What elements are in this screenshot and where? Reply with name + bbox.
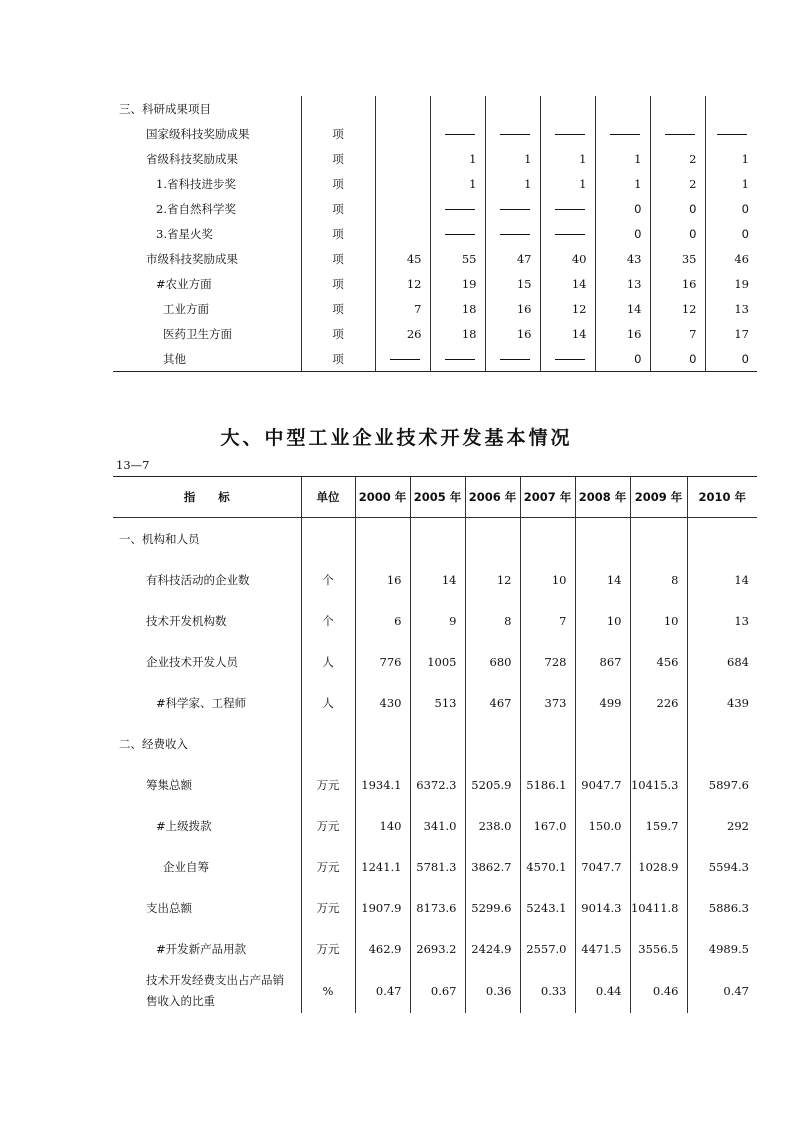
value-cell: 159.7: [630, 805, 687, 846]
value-cell: [410, 518, 465, 560]
value-cell: 238.0: [465, 805, 520, 846]
value-cell: 1934.1: [355, 764, 410, 805]
value-cell: 7047.7: [575, 846, 630, 887]
value-cell: 1: [540, 171, 595, 196]
dash-mark: [500, 234, 530, 235]
awards-table-body: [113, 96, 757, 372]
dash-cell: [430, 221, 485, 246]
row-unit: 万元: [301, 887, 355, 928]
value-cell: 4471.5: [575, 928, 630, 969]
dash-cell: [540, 121, 595, 146]
value-cell: 4570.1: [520, 846, 575, 887]
value-cell: [575, 518, 630, 560]
dash-mark: [500, 359, 530, 360]
value-cell: 5781.3: [410, 846, 465, 887]
dash-mark: [500, 209, 530, 210]
value-cell: [430, 96, 485, 121]
row-unit: 个: [301, 600, 355, 641]
value-cell: 7: [520, 600, 575, 641]
value-cell: 5186.1: [520, 764, 575, 805]
row-unit: 项: [301, 146, 375, 171]
row-label: 2.省自然科学奖: [156, 201, 236, 216]
dash-mark: [445, 359, 475, 360]
row-unit: 项: [301, 296, 375, 321]
value-cell: 0: [705, 221, 757, 246]
value-cell: 1: [540, 146, 595, 171]
value-cell: [687, 723, 757, 764]
row-label: 国家级科技奖励成果: [146, 126, 250, 141]
dash-cell: [485, 221, 540, 246]
value-cell: 2: [650, 171, 705, 196]
value-cell: 1: [705, 171, 757, 196]
row-label: 企业自筹: [163, 859, 209, 874]
awards-table: [113, 96, 757, 372]
tech-development-table-body: [113, 518, 757, 1014]
value-cell: 4989.5: [687, 928, 757, 969]
dash-cell: [540, 221, 595, 246]
tech-development-table: [113, 476, 757, 1013]
value-cell: 1907.9: [355, 887, 410, 928]
value-cell: 45: [375, 246, 430, 271]
value-cell: [375, 221, 430, 246]
value-cell: 18: [430, 321, 485, 346]
value-cell: 14: [687, 559, 757, 600]
value-cell: 16: [595, 321, 650, 346]
header-year: 2000 年: [355, 477, 410, 518]
row-label: 工业方面: [163, 301, 209, 316]
value-cell: 226: [630, 682, 687, 723]
value-cell: 0.47: [355, 969, 410, 1013]
value-cell: 46: [705, 246, 757, 271]
value-cell: 140: [355, 805, 410, 846]
row-unit: 万元: [301, 928, 355, 969]
value-cell: 13: [687, 600, 757, 641]
table-row: [113, 121, 757, 146]
value-cell: 19: [430, 271, 485, 296]
table-row: [113, 805, 757, 846]
value-cell: 14: [575, 559, 630, 600]
row-label: 有科技活动的企业数: [146, 572, 250, 587]
table-row: [113, 221, 757, 246]
value-cell: [630, 723, 687, 764]
dash-mark: [555, 134, 585, 135]
value-cell: [520, 723, 575, 764]
value-cell: 167.0: [520, 805, 575, 846]
table-row: [113, 246, 757, 271]
table-row: [113, 321, 757, 346]
value-cell: 14: [540, 321, 595, 346]
value-cell: 10: [520, 559, 575, 600]
value-cell: 0.67: [410, 969, 465, 1013]
dash-mark: [555, 359, 585, 360]
header-year: 2005 年: [410, 477, 465, 518]
table-row: [113, 887, 757, 928]
value-cell: 5594.3: [687, 846, 757, 887]
table-row: [113, 969, 757, 1013]
value-cell: 16: [485, 296, 540, 321]
row-label: 省级科技奖励成果: [146, 151, 238, 166]
row-label: 一、机构和人员: [119, 531, 200, 546]
value-cell: [410, 723, 465, 764]
row-label: 三、科研成果项目: [119, 101, 211, 116]
row-unit: [301, 96, 375, 121]
table-header-row: [113, 477, 757, 518]
value-cell: 5299.6: [465, 887, 520, 928]
header-year: 2008 年: [575, 477, 630, 518]
value-cell: 14: [540, 271, 595, 296]
value-cell: 47: [485, 246, 540, 271]
value-cell: 680: [465, 641, 520, 682]
value-cell: [465, 518, 520, 560]
value-cell: 150.0: [575, 805, 630, 846]
value-cell: 35: [650, 246, 705, 271]
value-cell: 10: [630, 600, 687, 641]
row-unit: 项: [301, 271, 375, 296]
row-unit: 项: [301, 196, 375, 221]
value-cell: 16: [650, 271, 705, 296]
row-label: 筹集总额: [146, 777, 192, 792]
value-cell: [687, 518, 757, 560]
row-label: 1.省科技进步奖: [156, 176, 236, 191]
dash-mark: [555, 234, 585, 235]
dash-cell: [375, 346, 430, 372]
dash-mark: [555, 209, 585, 210]
value-cell: 467: [465, 682, 520, 723]
dash-mark: [610, 134, 640, 135]
value-cell: 1: [485, 171, 540, 196]
row-label: #科学家、工程师: [156, 695, 247, 710]
section-title: 大、中型工业企业技术开发基本情况: [220, 427, 573, 449]
value-cell: 0: [595, 346, 650, 372]
value-cell: 18: [430, 296, 485, 321]
value-cell: 292: [687, 805, 757, 846]
value-cell: 373: [520, 682, 575, 723]
value-cell: 0: [705, 196, 757, 221]
value-cell: 40: [540, 246, 595, 271]
table-row: [113, 559, 757, 600]
header-unit: 单位: [301, 477, 355, 518]
value-cell: 14: [595, 296, 650, 321]
value-cell: [485, 96, 540, 121]
value-cell: 12: [465, 559, 520, 600]
row-label: #上级拨款: [156, 818, 212, 833]
dash-cell: [705, 121, 757, 146]
value-cell: 513: [410, 682, 465, 723]
value-cell: 439: [687, 682, 757, 723]
value-cell: 462.9: [355, 928, 410, 969]
value-cell: 26: [375, 321, 430, 346]
value-cell: 1: [595, 146, 650, 171]
row-unit: [301, 518, 355, 560]
value-cell: 1028.9: [630, 846, 687, 887]
value-cell: 10411.8: [630, 887, 687, 928]
row-label: 医药卫生方面: [163, 326, 232, 341]
dash-cell: [650, 121, 705, 146]
dash-cell: [485, 121, 540, 146]
row-unit: 万元: [301, 805, 355, 846]
header-year: 2009 年: [630, 477, 687, 518]
row-unit: 万元: [301, 764, 355, 805]
table-row: [113, 518, 757, 560]
value-cell: 5886.3: [687, 887, 757, 928]
value-cell: 728: [520, 641, 575, 682]
row-label: 支出总额: [146, 900, 192, 915]
value-cell: [595, 96, 650, 121]
value-cell: 9047.7: [575, 764, 630, 805]
value-cell: 1241.1: [355, 846, 410, 887]
value-cell: 8: [465, 600, 520, 641]
value-cell: 2424.9: [465, 928, 520, 969]
row-unit: 项: [301, 346, 375, 372]
row-unit: 项: [301, 246, 375, 271]
value-cell: 7: [375, 296, 430, 321]
table-row: [113, 600, 757, 641]
value-cell: 12: [650, 296, 705, 321]
value-cell: 13: [705, 296, 757, 321]
value-cell: 867: [575, 641, 630, 682]
dash-cell: [540, 346, 595, 372]
value-cell: 1: [705, 146, 757, 171]
table-row: [113, 196, 757, 221]
row-label: 二、经费收入: [119, 736, 188, 751]
row-unit: 项: [301, 321, 375, 346]
dash-cell: [430, 121, 485, 146]
header-year: 2006 年: [465, 477, 520, 518]
value-cell: 0: [595, 221, 650, 246]
dash-cell: [430, 346, 485, 372]
value-cell: [520, 518, 575, 560]
value-cell: 456: [630, 641, 687, 682]
dash-mark: [445, 234, 475, 235]
value-cell: 0: [650, 346, 705, 372]
value-cell: 16: [485, 321, 540, 346]
row-unit: 项: [301, 171, 375, 196]
row-unit: 项: [301, 221, 375, 246]
value-cell: 0: [595, 196, 650, 221]
value-cell: 2: [650, 146, 705, 171]
value-cell: [630, 518, 687, 560]
dash-mark: [500, 134, 530, 135]
value-cell: 0: [705, 346, 757, 372]
value-cell: 499: [575, 682, 630, 723]
dash-cell: [485, 196, 540, 221]
value-cell: [355, 723, 410, 764]
row-unit: 个: [301, 559, 355, 600]
dash-cell: [430, 196, 485, 221]
value-cell: [375, 146, 430, 171]
dash-mark: [717, 134, 747, 135]
value-cell: 2693.2: [410, 928, 465, 969]
table-row: [113, 764, 757, 805]
value-cell: 0: [650, 196, 705, 221]
row-unit: [301, 723, 355, 764]
value-cell: 5243.1: [520, 887, 575, 928]
row-label: 企业技术开发人员: [146, 654, 238, 669]
row-label: #开发新产品用款: [156, 941, 247, 956]
value-cell: 776: [355, 641, 410, 682]
value-cell: 0.36: [465, 969, 520, 1013]
value-cell: 14: [410, 559, 465, 600]
row-unit: 项: [301, 121, 375, 146]
value-cell: 0.33: [520, 969, 575, 1013]
value-cell: 3862.7: [465, 846, 520, 887]
table-row: [113, 346, 757, 372]
value-cell: 17: [705, 321, 757, 346]
value-cell: [650, 96, 705, 121]
value-cell: 12: [375, 271, 430, 296]
table-row: [113, 846, 757, 887]
value-cell: 1: [485, 146, 540, 171]
value-cell: 15: [485, 271, 540, 296]
value-cell: 9014.3: [575, 887, 630, 928]
value-cell: 1: [430, 146, 485, 171]
value-cell: 16: [355, 559, 410, 600]
value-cell: 1: [430, 171, 485, 196]
table-row: [113, 682, 757, 723]
value-cell: [375, 96, 430, 121]
value-cell: 19: [705, 271, 757, 296]
value-cell: [355, 518, 410, 560]
row-unit: 万元: [301, 846, 355, 887]
row-label: 3.省星火奖: [156, 226, 213, 241]
table-row: [113, 146, 757, 171]
value-cell: 5897.6: [687, 764, 757, 805]
value-cell: 8173.6: [410, 887, 465, 928]
dash-cell: [540, 196, 595, 221]
dash-cell: [595, 121, 650, 146]
value-cell: 0.44: [575, 969, 630, 1013]
value-cell: 3556.5: [630, 928, 687, 969]
value-cell: [375, 121, 430, 146]
value-cell: 43: [595, 246, 650, 271]
table-row: [113, 723, 757, 764]
table-code: 13—7: [116, 458, 150, 472]
row-label: 技术开发机构数: [146, 613, 227, 628]
table-row: [113, 928, 757, 969]
value-cell: [465, 723, 520, 764]
value-cell: [375, 171, 430, 196]
value-cell: 0.46: [630, 969, 687, 1013]
table-row: [113, 96, 757, 121]
row-unit: 人: [301, 682, 355, 723]
value-cell: 430: [355, 682, 410, 723]
value-cell: 12: [540, 296, 595, 321]
dash-mark: [445, 134, 475, 135]
value-cell: 684: [687, 641, 757, 682]
value-cell: 55: [430, 246, 485, 271]
dash-mark: [445, 209, 475, 210]
value-cell: [575, 723, 630, 764]
value-cell: 1: [595, 171, 650, 196]
dash-mark: [665, 134, 695, 135]
row-label: 市级科技奖励成果: [146, 251, 238, 266]
table-row: [113, 171, 757, 196]
dash-cell: [485, 346, 540, 372]
value-cell: [540, 96, 595, 121]
value-cell: 1005: [410, 641, 465, 682]
value-cell: 9: [410, 600, 465, 641]
value-cell: 7: [650, 321, 705, 346]
value-cell: [375, 196, 430, 221]
row-label: 技术开发经费支出占产品销售收入的比重: [146, 973, 284, 1008]
value-cell: 10: [575, 600, 630, 641]
table-row: [113, 296, 757, 321]
table-row: [113, 641, 757, 682]
value-cell: 10415.3: [630, 764, 687, 805]
value-cell: 13: [595, 271, 650, 296]
value-cell: 8: [630, 559, 687, 600]
value-cell: 6372.3: [410, 764, 465, 805]
value-cell: 2557.0: [520, 928, 575, 969]
value-cell: 0: [650, 221, 705, 246]
row-label: #农业方面: [156, 276, 212, 291]
table-row: [113, 271, 757, 296]
value-cell: 5205.9: [465, 764, 520, 805]
row-label: 其他: [163, 351, 186, 366]
value-cell: 341.0: [410, 805, 465, 846]
value-cell: 6: [355, 600, 410, 641]
dash-mark: [390, 359, 420, 360]
value-cell: [705, 96, 757, 121]
header-indicator: 指 标: [113, 477, 301, 518]
row-unit: %: [301, 969, 355, 1013]
header-year: 2010 年: [687, 477, 757, 518]
row-unit: 人: [301, 641, 355, 682]
value-cell: 0.47: [687, 969, 757, 1013]
header-year: 2007 年: [520, 477, 575, 518]
